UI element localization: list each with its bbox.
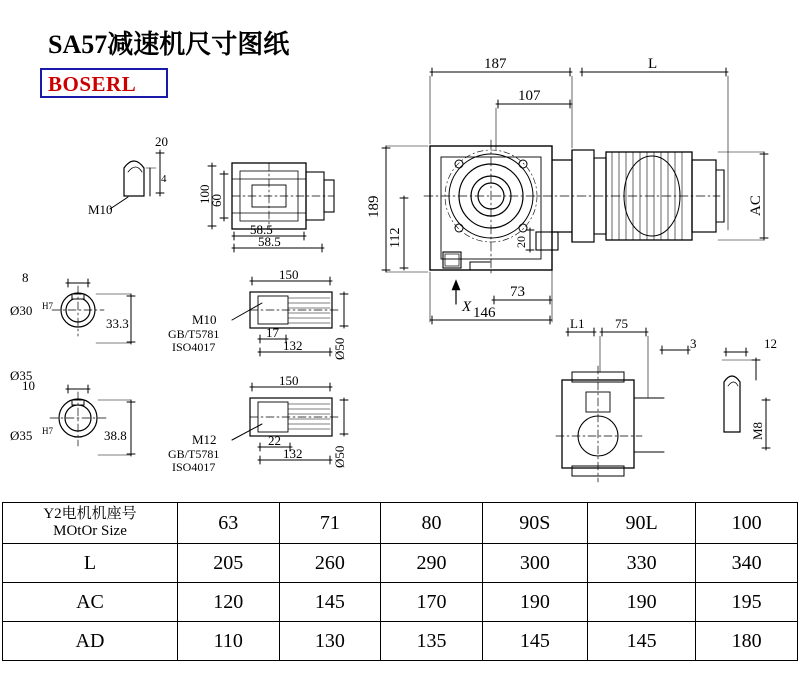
label-146: 146 <box>473 305 496 321</box>
label-dia-50-b: Ø50 <box>332 445 347 468</box>
table-cell: 90S <box>482 503 587 544</box>
table-cell: 340 <box>696 544 798 583</box>
label-150-a: 150 <box>279 267 299 282</box>
table-cell: 300 <box>482 544 587 583</box>
label-AC: AC <box>748 195 764 216</box>
label-20-b: 20 <box>514 236 528 248</box>
table-cell: 170 <box>381 583 483 622</box>
label-L1: L1 <box>570 316 585 331</box>
label-33-3: 33.3 <box>106 316 129 331</box>
table-cell: 110 <box>178 622 280 661</box>
label-m10-left: M10 <box>88 202 113 217</box>
label-d30-sup: H7 <box>42 301 53 311</box>
label-d35: Ø35 <box>10 428 33 443</box>
table-cell: 135 <box>381 622 483 661</box>
label-std-1a: GB/T5781 <box>168 327 220 341</box>
label-L: L <box>648 56 658 72</box>
table-cell: 180 <box>696 622 798 661</box>
table-cell: 63 <box>178 503 280 544</box>
label-3: 3 <box>690 336 697 351</box>
label-std-2a: GB/T5781 <box>168 447 220 461</box>
row-label-AC: AC <box>3 583 178 622</box>
table-cell: 290 <box>381 544 483 583</box>
table-cell: 190 <box>482 583 587 622</box>
row-label-line2: MOtOr Size <box>53 523 127 539</box>
table-cell: 145 <box>587 622 695 661</box>
label-std-1b: ISO4017 <box>172 340 216 354</box>
row-label-motor-size <box>3 503 178 544</box>
label-4: 4 <box>161 173 167 185</box>
table-cell: 120 <box>178 583 280 622</box>
row-label-line1: Y2电机机座号 <box>43 506 137 522</box>
table-cell: 205 <box>178 544 280 583</box>
label-60: 60 <box>209 194 224 207</box>
label-8: 8 <box>22 270 29 285</box>
label-100: 100 <box>197 184 212 204</box>
label-M8: M8 <box>750 421 765 440</box>
table-cell: 80 <box>381 503 483 544</box>
label-22: 22 <box>268 433 281 448</box>
label-187: 187 <box>484 56 507 72</box>
table-cell: 100 <box>696 503 798 544</box>
table-row <box>3 583 798 622</box>
label-112: 112 <box>388 227 403 248</box>
label-38-8: 38.8 <box>104 428 127 443</box>
table-cell: 90L <box>587 503 695 544</box>
brand-logo-text: BOSERL <box>48 72 137 96</box>
label-std-2b: ISO4017 <box>172 460 216 474</box>
label-75: 75 <box>615 316 628 331</box>
label-73: 73 <box>510 284 525 300</box>
label-d30: Ø30 <box>10 303 33 318</box>
table-cell: 195 <box>696 583 798 622</box>
table-row <box>3 544 798 583</box>
table-row <box>3 503 798 544</box>
label-d35-plain: Ø35 <box>10 368 33 383</box>
label-10: 10 <box>22 378 35 393</box>
label-132-b: 132 <box>283 446 303 461</box>
label-12: 12 <box>764 336 777 351</box>
row-label-L: L <box>3 544 178 583</box>
label-d35-sup: H7 <box>42 426 53 436</box>
table-cell: 130 <box>279 622 381 661</box>
table-cell: 145 <box>482 622 587 661</box>
label-17: 17 <box>266 325 279 340</box>
label-20: 20 <box>155 134 168 149</box>
page-title: SA57减速机尺寸图纸 <box>48 30 290 59</box>
label-150-b: 150 <box>279 373 299 388</box>
table-cell: 330 <box>587 544 695 583</box>
label-X: X <box>462 299 472 315</box>
label-107: 107 <box>518 88 541 104</box>
label-58-5-a: 58.5 <box>250 222 273 237</box>
label-58-5-b: 58.5 <box>258 234 281 249</box>
table-cell: 190 <box>587 583 695 622</box>
label-m10-bolt: M10 <box>192 312 217 327</box>
table-cell: 260 <box>279 544 381 583</box>
row-label-AD: AD <box>3 622 178 661</box>
table-body <box>3 503 798 661</box>
label-m12-bolt: M12 <box>192 432 217 447</box>
label-189: 189 <box>366 195 382 218</box>
table-row <box>3 622 798 661</box>
label-132-a: 132 <box>283 338 303 353</box>
dimension-table <box>2 502 798 661</box>
table-cell: 145 <box>279 583 381 622</box>
label-dia-50-a: Ø50 <box>332 337 347 360</box>
table-cell: 71 <box>279 503 381 544</box>
